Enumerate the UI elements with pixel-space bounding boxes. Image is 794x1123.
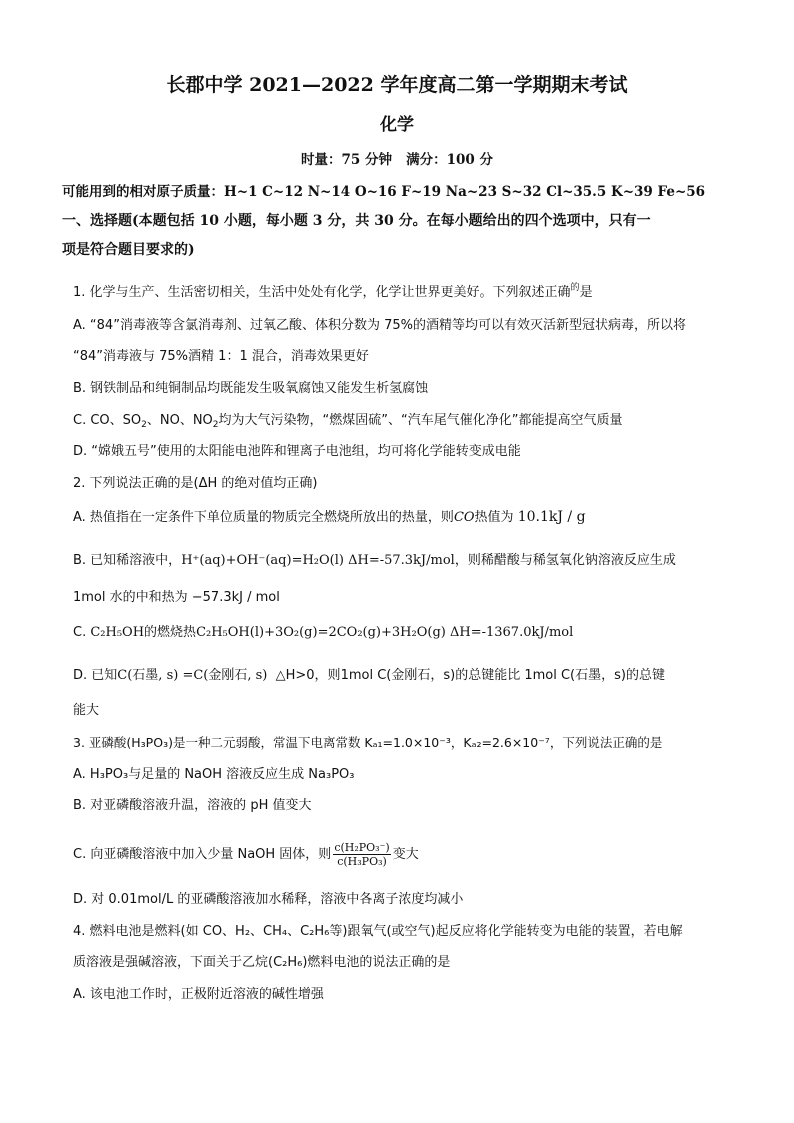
q3-stem: 3. 亚磷酸(H₃PO₃)是一种二元弱酸，常温下电离常数 Kₐ₁=1.0×10⁻³，Kₐ₂=2.6×10⁻⁷，下列说法正确的是 bbox=[73, 735, 663, 750]
exam-title: 长郡中学 2021—2022 学年度高二第一学期期末考试 bbox=[166, 74, 628, 96]
section-heading-line1: 一、选择题(本题包括 10 小题，每小题 3 分，共 30 分。在每小题给出的四个选项中，只有一 bbox=[62, 213, 651, 229]
q2-option-c: C. C₂H₅OH的燃烧热C₂H₅OH(l)+3O₂(g)=2CO₂(g)+3H₂O(g) ΔH=-1367.0kJ/mol bbox=[73, 625, 574, 640]
q1-stem: 1. 化学与生产、生活密切相关，生活中处处有化学，化学让世界更美好。下列叙述正确$^的$是 bbox=[73, 283, 593, 300]
q2-option-b: B. 已知稀溶液中，H⁺(aq)+OH⁻(aq)=H₂O(l) ΔH=-57.3kJ/mol，则稀醋酸与稀氢氧化钠溶液反应生成 bbox=[73, 553, 676, 568]
time-label: 时量：75 分钟 bbox=[301, 152, 392, 168]
q2-stem: 2. 下列说法正确的是(ΔH 的绝对值均正确) bbox=[73, 476, 318, 491]
q3-option-b: B. 对亚磷酸溶液升温，溶液的 pH 值变大 bbox=[73, 798, 312, 813]
atomic-masses: 可能用到的相对原子质量：H~1 C~12 N~14 O~16 F~19 Na~23 S~32 Cl~35.5 K~39 Fe~56 bbox=[62, 184, 706, 200]
q1-option-b: B. 钢铁制品和纯铜制品均既能发生吸氧腐蚀又能发生析氢腐蚀 bbox=[73, 381, 429, 396]
section-heading-line2: 项是符合题目要求的) bbox=[62, 242, 195, 258]
q3-option-a: A. H₃PO₃与足量的 NaOH 溶液反应生成 Na₃PO₃ bbox=[73, 767, 355, 782]
q2-option-a: A. 热值指在一定条件下单位质量的物质完全燃烧所放出的热量，则CO热值为 10.1kJ / g bbox=[73, 509, 586, 525]
exam-meta bbox=[0, 151, 794, 169]
q1-option-c: C. CO、$SO_2$、NO、$NO_2$均为大气污染物，“燃煤固硫”、“汽车尾气催化净化”都能提高空气质量 bbox=[73, 413, 623, 430]
q4-stem-line1: 4. 燃料电池是燃料(如 CO、H₂、CH₄、C₂H₆等)跟氧气(或空气)起反应将化学能转变为电能的装置，若电解 bbox=[73, 924, 683, 939]
concentration-ratio: $\frac{\text{c(H₂PO₃⁻)}}{\text{c(H₃PO₃)}}$ bbox=[334, 841, 390, 868]
q2-option-b-line2: 1mol 水的中和热为 −57.3kJ / mol bbox=[73, 590, 280, 605]
q1-option-d: D. “嫦娥五号”使用的太阳能电池阵和锂离子电池组，均可将化学能转变成电能 bbox=[73, 444, 521, 459]
q3-option-c: C. 向亚磷酸溶液中加入少量 NaOH 固体，则 $\frac{\text{c(H₂PO₃⁻)}}{\text{c(H₃PO₃)}}$ 变大 bbox=[73, 841, 419, 868]
q3-option-d: D. 对 0.01mol/L 的亚磷酸溶液加水稀释，溶液中各离子浓度均减小 bbox=[73, 892, 464, 907]
q4-option-a: A. 该电池工作时，正极附近溶液的碱性增强 bbox=[73, 987, 324, 1002]
q2-option-d: D. 已知C(石墨, s) =C(金刚石, s) △H>0，则1mol C(金刚石，s)的总键能比 1mol C(石墨，s)的总键 bbox=[73, 668, 665, 683]
q4-stem-line2: 质溶液是强碱溶液，下面关于乙烷(C₂H₆)燃料电池的说法正确的是 bbox=[73, 955, 451, 970]
score-label: 满分：100 分 bbox=[406, 152, 493, 168]
q1-option-a-line2: “84”消毒液与 75%酒精 1：1 混合，消毒效果更好 bbox=[73, 349, 369, 364]
q2-option-d-line2: 能大 bbox=[73, 703, 100, 718]
q1-option-a-line1: A. “84”消毒液等含氯消毒剂、过氧乙酸、体积分数为 75%的酒精等均可以有效灭活新型冠状病毒，所以将 bbox=[73, 318, 686, 333]
subject-title: 化学 bbox=[380, 115, 414, 135]
